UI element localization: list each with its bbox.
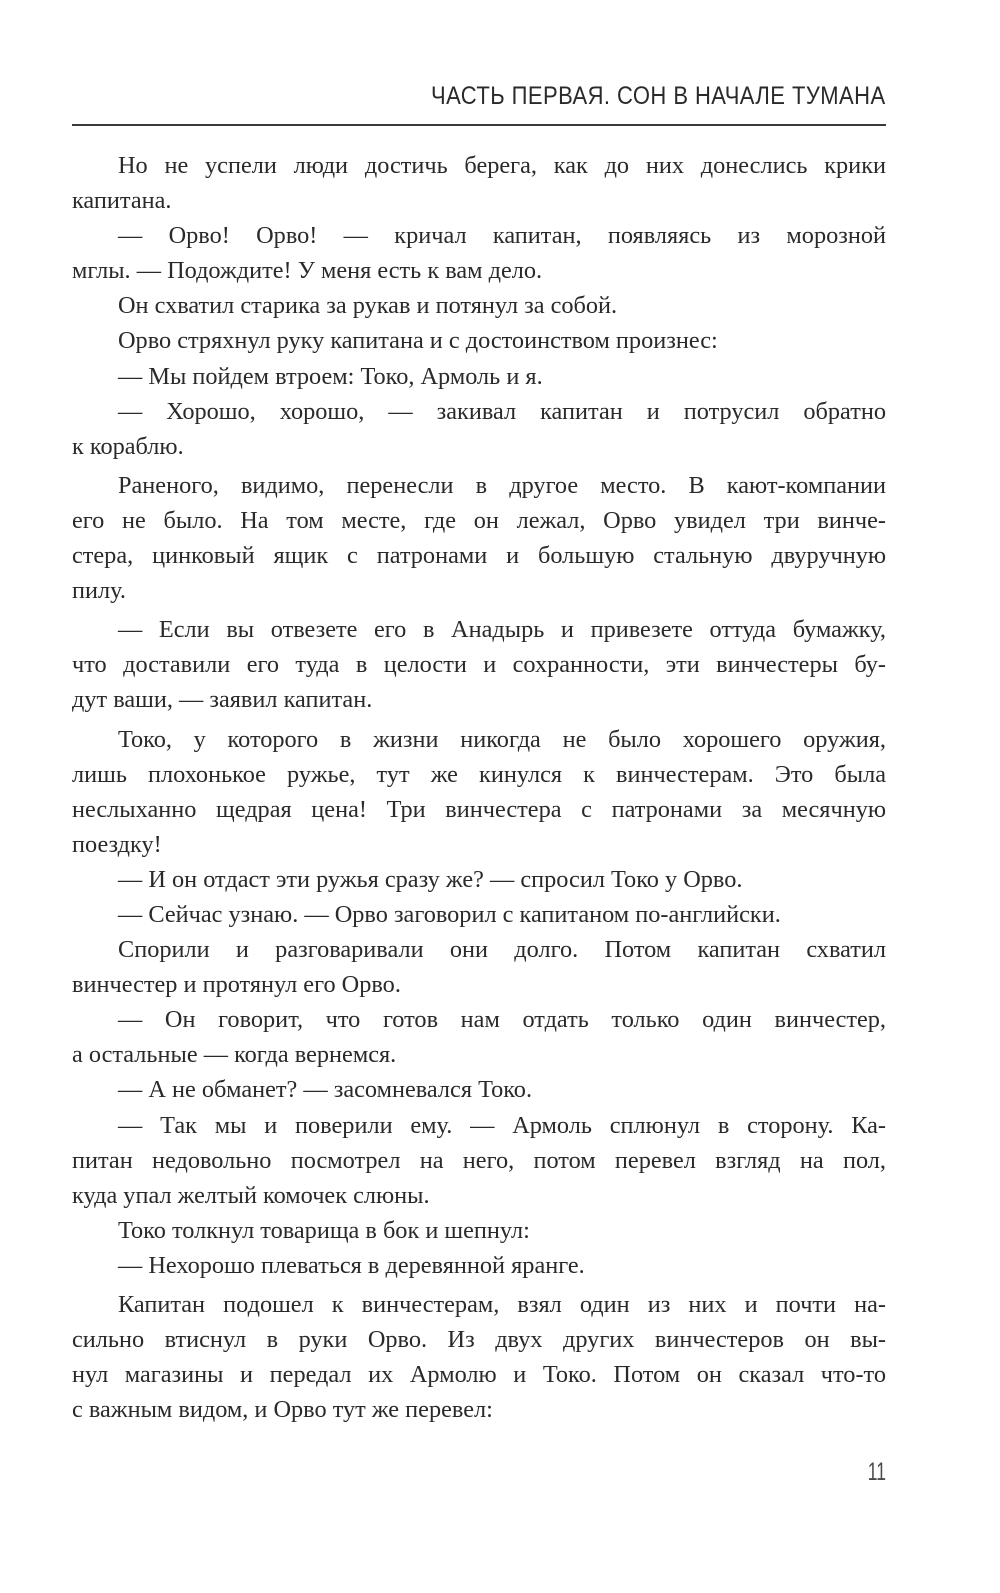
text-line: Токо, у которого в жизни никогда не было хорошего оружия,: [118, 725, 886, 753]
text-line: поездку!: [72, 830, 162, 858]
text-line: куда упал желтый комочек слюны.: [72, 1181, 430, 1209]
text-line: сильно втиснул в руки Орво. Из двух других винчестеров он вы-: [72, 1326, 886, 1354]
text-line: Раненого, видимо, перенесли в другое место. В кают-компании: [118, 471, 886, 499]
text-line: — Сейчас узнаю. — Орво заговорил с капитаном по-английски.: [118, 900, 781, 928]
text-line: Но не успели люди достичь берега, как до них донеслись крики: [118, 152, 886, 179]
text-line: неслыханно щедрая цена! Три винчестера с патронами за месячную: [72, 795, 886, 823]
text-line: — Мы пойдем втроем: Токо, Армоль и я.: [118, 362, 543, 390]
running-head: ЧАСТЬ ПЕРВАЯ. СОН В НАЧАЛЕ ТУМАНА: [431, 82, 886, 110]
text-line: — Нехорошо плеваться в деревянной яранге.: [118, 1251, 585, 1279]
text-line: пилу.: [72, 577, 126, 605]
text-line: — И он отдаст эти ружья сразу же? — спросил Токо у Орво.: [118, 865, 743, 893]
text-line: стера, цинковый ящик с патронами и большую стальную двуручную: [72, 542, 886, 570]
text-line: питан недовольно посмотрел на него, потом перевел взгляд на пол,: [72, 1146, 886, 1174]
text-line: — Если вы отвезете его в Анадырь и привезете оттуда бумажку,: [118, 616, 886, 644]
text-line: — Он говорит, что готов нам отдать только один винчестер,: [118, 1006, 886, 1034]
text-line: — Так мы и поверили ему. — Армоль сплюнул в сторону. Ка-: [118, 1111, 886, 1139]
text-line: капитана.: [72, 187, 172, 215]
text-line: мглы. — Подождите! У меня есть к вам дело.: [72, 257, 543, 285]
header-rule: [72, 124, 886, 126]
text-line: Орво стряхнул руку капитана и с достоинством произнес:: [118, 327, 718, 355]
text-line: — Хорошо, хорошо, — закивал капитан и потрусил обратно: [118, 397, 886, 425]
text-line: винчестер и протянул его Орво.: [72, 971, 401, 999]
page-number: 11: [867, 1458, 886, 1486]
text-line: к кораблю.: [72, 432, 184, 460]
text-line: — А не обманет? — засомневался Токо.: [118, 1076, 533, 1104]
text-line: его не было. На том месте, где он лежал, Орво увидел три винче-: [72, 506, 886, 534]
text-line: Токо толкнул товарища в бок и шепнул:: [118, 1216, 530, 1244]
text-line: дут ваши, — заявил капитан.: [72, 686, 373, 714]
text-line: Капитан подошел к винчестерам, взял один из них и почти на-: [118, 1291, 886, 1318]
text-line: с важным видом, и Орво тут же перевел:: [72, 1396, 493, 1424]
text-line: а остальные — когда вернемся.: [72, 1041, 397, 1069]
text-line: Спорили и разговаривали они долго. Потом капитан схватил: [118, 936, 886, 964]
text-line: Он схватил старика за рукав и потянул за собой.: [118, 292, 618, 320]
text-line: лишь плохонькое ружье, тут же кинулся к винчестерам. Это была: [72, 760, 886, 788]
text-line: нул магазины и передал их Армолю и Токо. Потом он сказал что-то: [72, 1361, 886, 1389]
body-text: [72, 148, 886, 1427]
text-line: что доставили его туда в целости и сохранности, эти винчестеры бу-: [72, 651, 886, 679]
text-line: — Орво! Орво! — кричал капитан, появляясь из морозной: [118, 222, 886, 250]
